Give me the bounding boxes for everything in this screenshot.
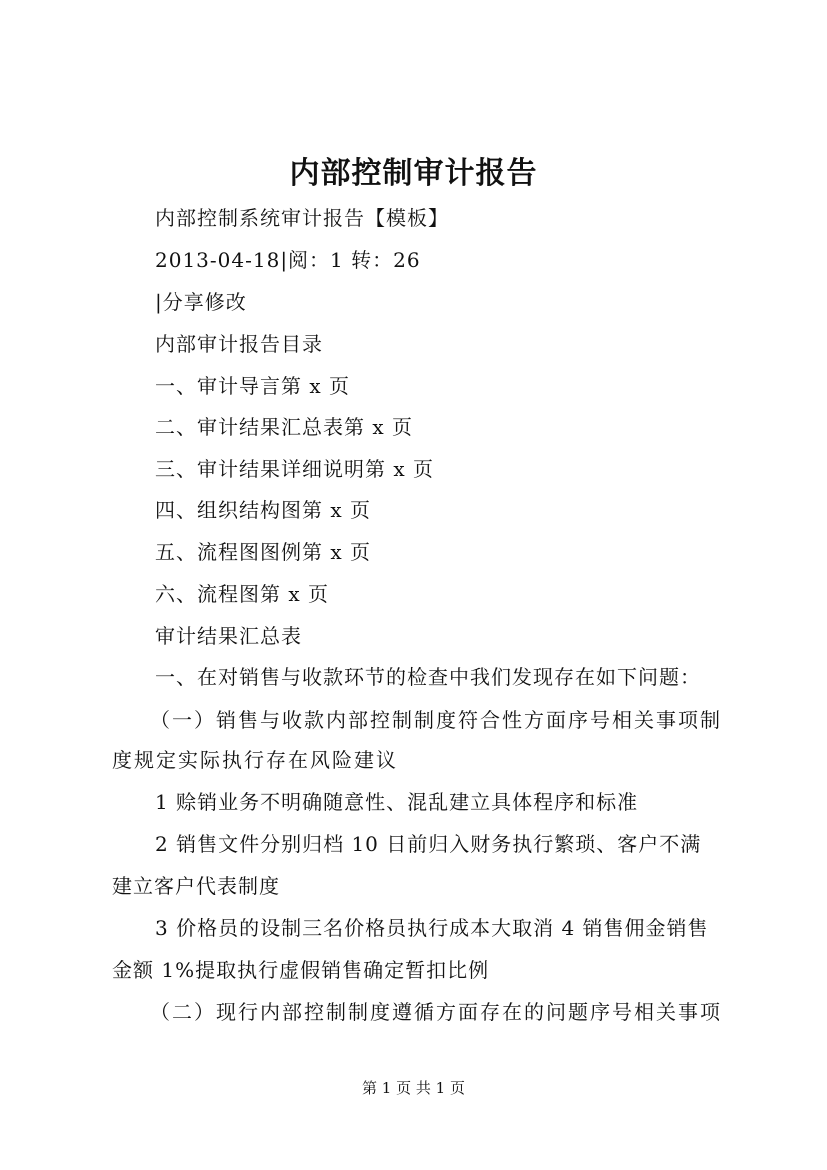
date-stats-line: 2013-04-18|阅：1 转：26 (155, 248, 421, 272)
body-paragraph-line: 建立客户代表制度 (112, 874, 280, 898)
toc-item: 三、审计结果详细说明第 x 页 (155, 457, 434, 481)
page-footer: 第 1 页 共 1 页 (362, 1079, 465, 1097)
document-title: 内部控制审计报告 (289, 156, 538, 191)
body-paragraph-line: 一、在对销售与收款环节的检查中我们发现存在如下问题： (155, 665, 701, 689)
summary-heading: 审计结果汇总表 (155, 624, 302, 648)
toc-item: 二、审计结果汇总表第 x 页 (155, 415, 413, 439)
body-paragraph-line: （二）现行内部控制制度遵循方面存在的问题序号相关事项 (150, 1000, 722, 1024)
body-paragraph-line: 3 价格员的设制三名价格员执行成本大取消 4 销售佣金销售 (155, 916, 709, 940)
body-paragraph-line: 金额 1%提取执行虚假销售确定暂扣比例 (112, 958, 490, 982)
toc-item: 四、组织结构图第 x 页 (155, 498, 371, 522)
body-paragraph-line: 1 赊销业务不明确随意性、混乱建立具体程序和标准 (155, 790, 639, 814)
body-paragraph-line: （一）销售与收款内部控制制度符合性方面序号相关事项制 (150, 708, 722, 732)
body-paragraph-line: 度规定实际执行存在风险建议 (112, 748, 398, 772)
toc-item: 一、审计导言第 x 页 (155, 374, 350, 398)
share-edit-line: |分享修改 (155, 290, 247, 314)
subtitle-line: 内部控制系统审计报告【模板】 (155, 206, 449, 230)
body-paragraph-line: 2 销售文件分别归档 10 日前归入财务执行繁琐、客户不满 (155, 832, 702, 856)
toc-item: 五、流程图图例第 x 页 (155, 540, 371, 564)
toc-heading: 内部审计报告目录 (155, 332, 323, 356)
toc-item: 六、流程图第 x 页 (155, 582, 329, 606)
